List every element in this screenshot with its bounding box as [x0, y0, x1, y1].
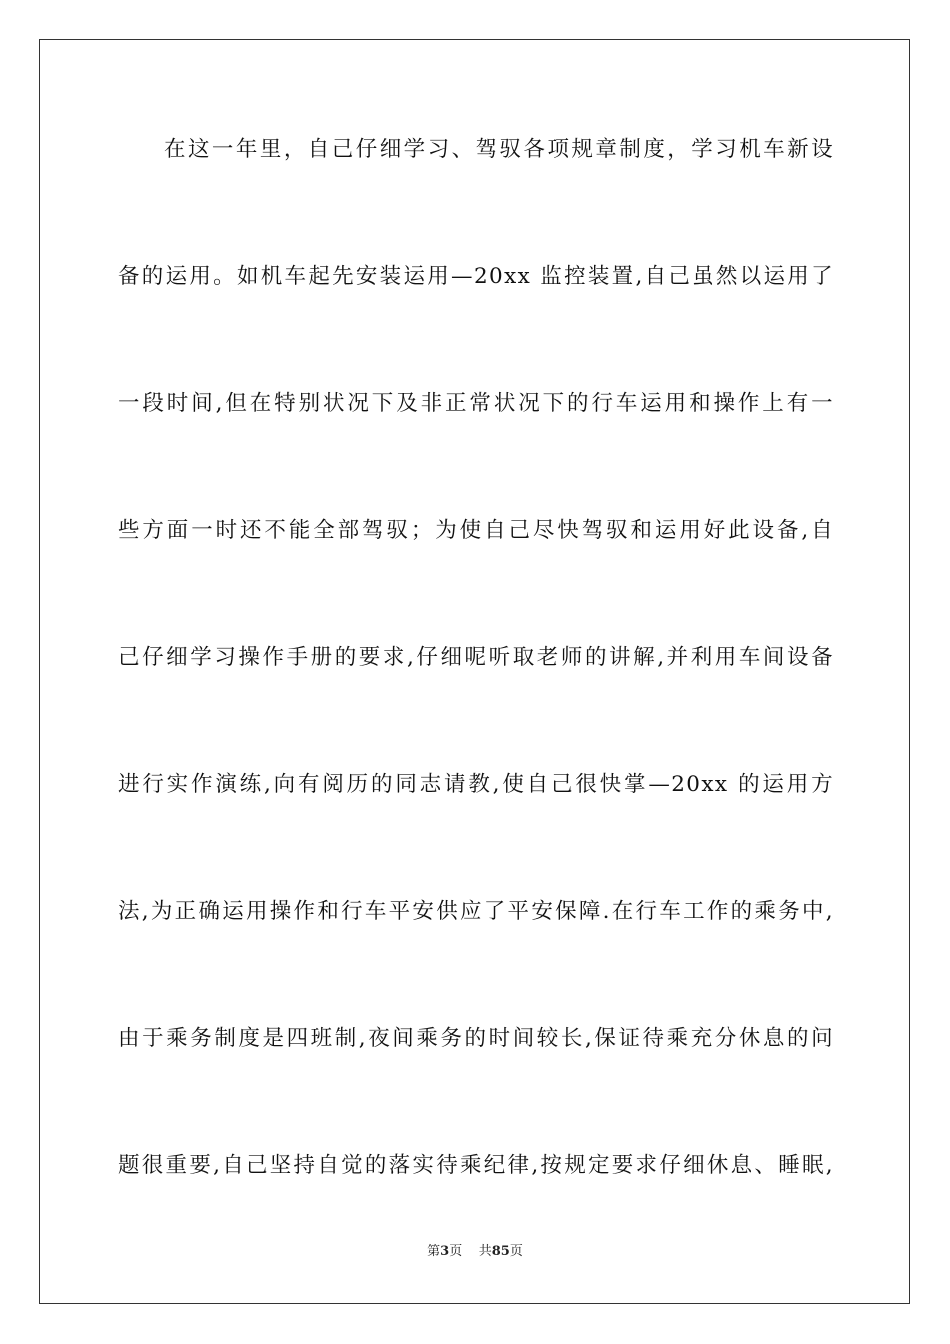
text-line: 进行实作演练,向有阅历的同志请教,使自己很快掌—20xx 的运用方 — [118, 772, 834, 797]
text-line: 备的运用。如机车起先安装运用—20xx 监控装置,自己虽然以运用了 — [118, 264, 834, 289]
text-line: 一段时间,但在特别状况下及非正常状况下的行车运用和操作上有一 — [118, 391, 834, 416]
body-text — [118, 120, 834, 1263]
text-line: 在这一年里，自己仔细学习、驾驭各项规章制度，学习机车新设 — [164, 137, 834, 162]
page-footer — [0, 1244, 950, 1260]
text-line: 法,为正确运用操作和行车平安供应了平安保障.在行车工作的乘务中, — [118, 899, 834, 924]
text-line: 由于乘务制度是四班制,夜间乘务的时间较长,保证待乘充分休息的问 — [118, 1026, 834, 1051]
total-prefix: 共 — [478, 1244, 492, 1259]
page-prefix: 第 — [427, 1244, 441, 1259]
text-line: 题很重要,自己坚持自觉的落实待乘纪律,按规定要求仔细休息、睡眠, — [118, 1153, 834, 1178]
text-line: 己仔细学习操作手册的要求,仔细呢听取老师的讲解,并利用车间设备 — [118, 645, 834, 670]
page-suffix: 页 — [449, 1244, 463, 1259]
text-line: 些方面一时还不能全部驾驭；为使自己尽快驾驭和运用好此设备,自 — [118, 518, 834, 543]
page-number: 3 — [440, 1244, 450, 1259]
total-pages: 85 — [491, 1244, 510, 1259]
total-suffix: 页 — [509, 1244, 523, 1259]
